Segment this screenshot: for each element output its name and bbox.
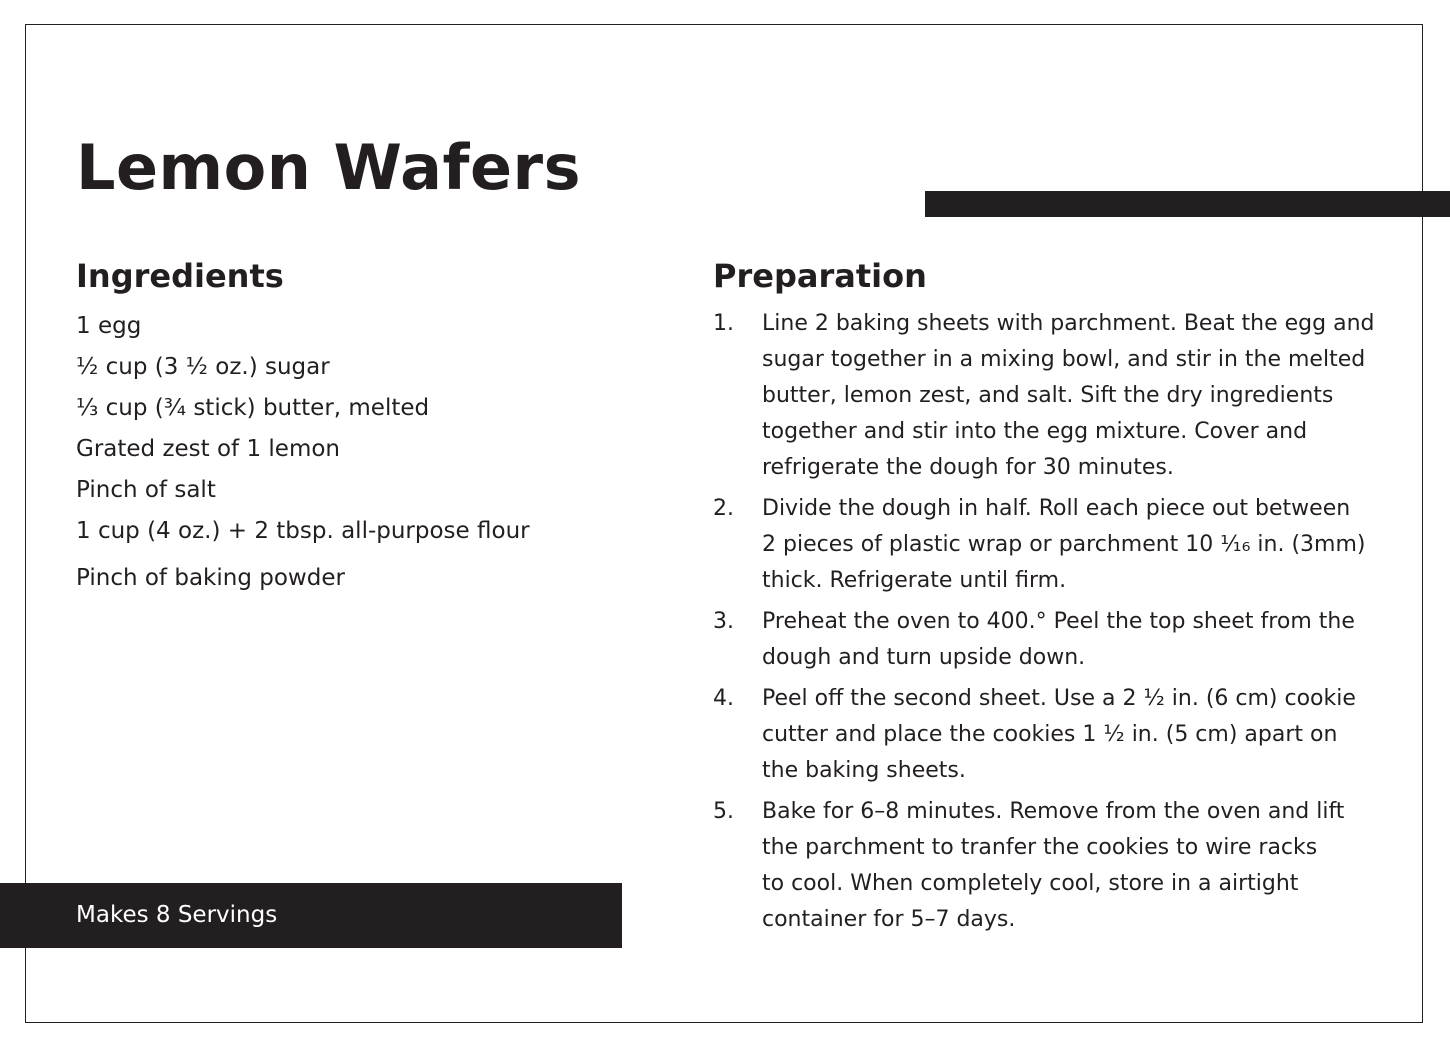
- preparation-steps: [713, 306, 1403, 943]
- preparation-heading: Preparation: [713, 257, 927, 295]
- step-line: Bake for 6–8 minutes. Remove from the oven and lift: [762, 799, 1345, 824]
- step-line: Divide the dough in half. Roll each piece out between: [762, 496, 1351, 521]
- step-line: butter, lemon zest, and salt. Sift the dry ingredients: [762, 383, 1334, 408]
- step-line: Peel off the second sheet. Use a 2 ½ in. (6 cm) cookie: [762, 686, 1356, 711]
- recipe-title: Lemon Wafers: [76, 131, 581, 204]
- step-number: 3.: [713, 609, 734, 634]
- step-line: the baking sheets.: [762, 758, 966, 783]
- ingredient-item: Pinch of baking powder: [76, 565, 345, 591]
- ingredient-item: ⅓ cup (¾ stick) butter, melted: [76, 395, 430, 421]
- step-line: container for 5–7 days.: [762, 907, 1016, 932]
- step-line: 2 pieces of plastic wrap or parchment 10 ¹⁄₁₆ in. (3mm): [762, 532, 1366, 557]
- step-line: dough and turn upside down.: [762, 645, 1086, 670]
- preparation-step: [713, 604, 1403, 676]
- step-number: 1.: [713, 311, 734, 336]
- step-line: refrigerate the dough for 30 minutes.: [762, 455, 1174, 480]
- step-line: thick. Refrigerate until firm.: [762, 568, 1067, 593]
- ingredients-list: [76, 306, 530, 599]
- step-text: [762, 681, 1403, 789]
- ingredient-item: Pinch of salt: [76, 477, 216, 503]
- step-text: [762, 794, 1403, 938]
- step-number: 2.: [713, 496, 734, 521]
- step-number: 5.: [713, 799, 734, 824]
- step-line: Line 2 baking sheets with parchment. Beat the egg and: [762, 311, 1375, 336]
- preparation-step: [713, 681, 1403, 789]
- step-line: cutter and place the cookies 1 ½ in. (5 cm) apart on: [762, 722, 1338, 747]
- ingredient-item: Grated zest of 1 lemon: [76, 436, 341, 462]
- step-text: [762, 306, 1403, 486]
- ingredient-item: 1 egg: [76, 313, 142, 339]
- step-line: sugar together in a mixing bowl, and stir in the melted: [762, 347, 1366, 372]
- step-line: together and stir into the egg mixture. Cover and: [762, 419, 1308, 444]
- step-line: the parchment to tranfer the cookies to wire racks: [762, 835, 1318, 860]
- step-number: 4.: [713, 686, 734, 711]
- step-text: [762, 491, 1403, 599]
- step-line: to cool. When completely cool, store in a airtight: [762, 871, 1299, 896]
- servings-label: Makes 8 Servings: [76, 902, 278, 928]
- preparation-step: [713, 491, 1403, 599]
- preparation-step: [713, 306, 1403, 486]
- ingredient-item: ½ cup (3 ½ oz.) sugar: [76, 354, 330, 380]
- step-text: [762, 604, 1403, 676]
- preparation-step: [713, 794, 1403, 938]
- accent-bar: [925, 191, 1450, 217]
- ingredient-item: 1 cup (4 oz.) + 2 tbsp. all-purpose flour: [76, 518, 530, 544]
- ingredients-heading: Ingredients: [76, 257, 284, 295]
- servings-bar: [0, 883, 622, 948]
- step-line: Preheat the oven to 400.° Peel the top sheet from the: [762, 609, 1355, 634]
